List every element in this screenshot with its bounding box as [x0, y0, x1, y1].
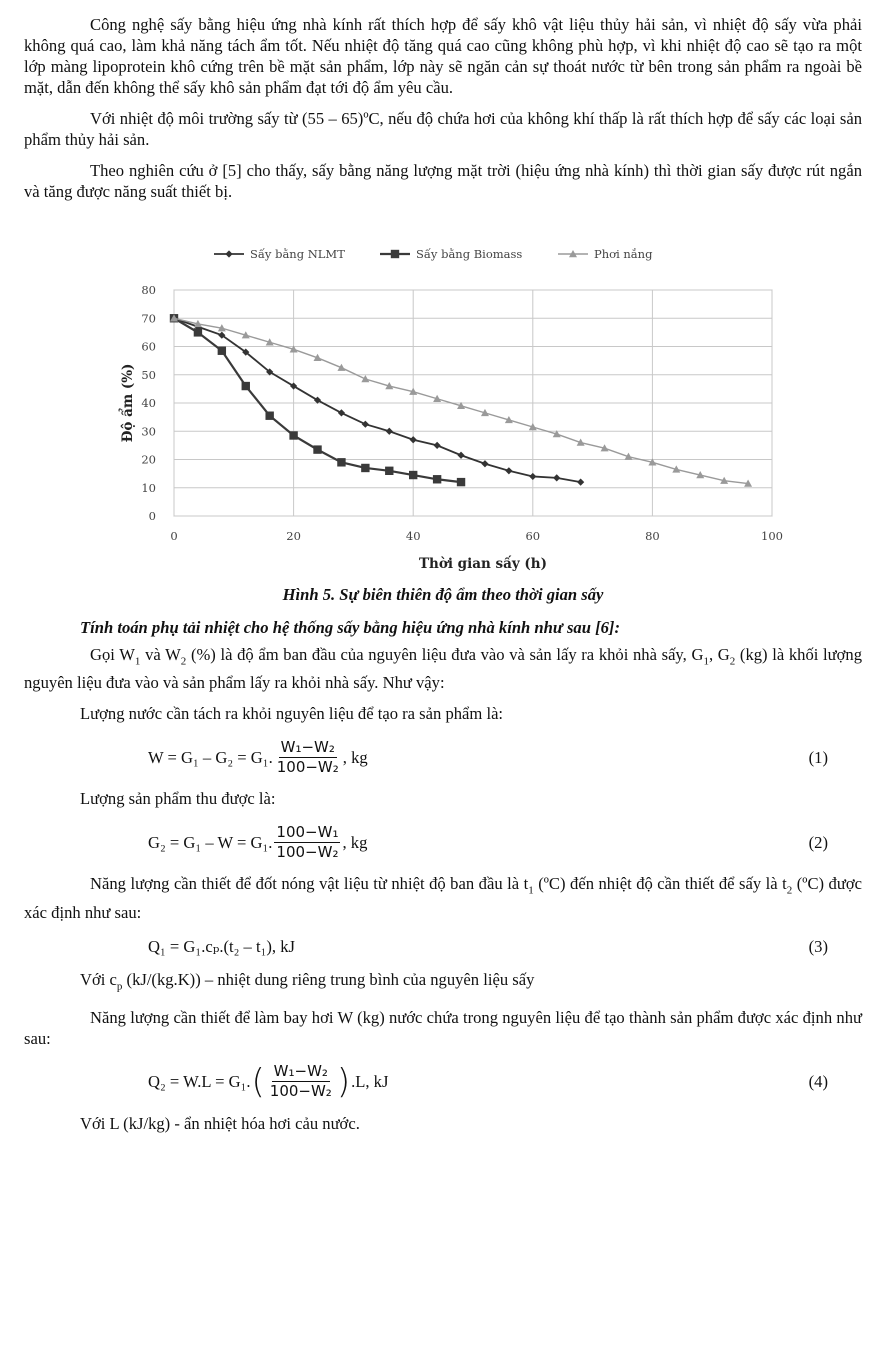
point-square	[265, 412, 273, 420]
point-square	[313, 445, 321, 453]
paragraph-3: Theo nghiên cứu ở [5] cho thấy, sấy bằng năng lượng mặt trời (hiệu ứng nhà kính) thì thời gian sấy được rút ngắn và tăng được năng suất thiết bị.	[24, 161, 862, 201]
point-square	[391, 250, 399, 258]
y-tick-label: 10	[141, 480, 156, 495]
document-page	[24, 14, 862, 1144]
y-axis-label: Độ ẩm (%)	[120, 363, 136, 443]
legend-entry: Phơi nắng	[594, 247, 653, 261]
equation-1: W = G₁ – G₂ = G₁. $\frac{\text{W₁−W₂}}{\text{100−W₂}}$ , kg (1)	[24, 734, 862, 780]
y-tick-label: 70	[141, 311, 156, 326]
figure-5	[24, 224, 862, 584]
moisture-chart	[24, 224, 862, 584]
y-tick-label: 80	[141, 283, 156, 297]
y-tick-label: 60	[141, 339, 156, 354]
equation-4-fraction: $\frac{\text{W₁−W₂}}{\text{100−W₂}}$	[269, 1062, 332, 1101]
y-tick-label: 30	[141, 424, 156, 439]
point-square	[218, 347, 226, 355]
point-square	[337, 458, 345, 466]
x-tick-label: 40	[405, 529, 421, 543]
y-tick-label: 40	[141, 396, 156, 410]
specific-heat-note: Với $c_p$ (kJ/(kg.K)) – nhiệt dung riêng trung bình của nguyên liệu sấy	[80, 969, 535, 992]
x-axis-label: Thời gian sấy (h)	[418, 556, 548, 572]
evaporation-energy-text: Năng lượng cần thiết để làm bay hơi W (kg) nước chứa trong nguyên liệu để tạo thành sản phẩm được xác định như sau:	[24, 1007, 862, 1048]
legend-entry: Sấy bằng Biomass	[416, 247, 523, 261]
equation-3-body: Q₁ = G₁.cₚ.(t₂ – t₁), kJ	[148, 937, 295, 957]
equation-1-lhs: W = G₁ – G₂ = G₁.	[148, 747, 273, 767]
paragraph-1: Công nghệ sấy bằng hiệu ứng nhà kính rất thích hợp để sấy khô vật liệu thủy hải sản, vì nhiệt độ sấy vừa phải không quá cao, làm khả năng tách ẩm tốt. Nếu nhiệt độ tăng quá cao cũng không phù hợp, vì khi nhiệt độ cao sẽ tạo ra một lớp màng lipoprotein khô cứng trên bề mặt sản phẩm, lớp này sẽ ngăn cản sự thoát nước từ bên trong sản phẩm ra ngoài bề mặt, dẫn đến không thể sấy khô sản phẩm đạt tới độ ẩm yêu cầu.	[24, 15, 862, 97]
equation-1-number: (1)	[808, 747, 828, 767]
equation-4: Q₂ = W.L = G₁. ( $\frac{\text{W₁−W₂}}{\text{100−W₂}}$ ) .L, kJ (4)	[24, 1059, 862, 1105]
y-tick-label: 0	[148, 509, 156, 523]
product-amount-text: Lượng sản phẩm thu được là:	[80, 789, 276, 809]
point-square	[409, 471, 417, 479]
section-heading: Tính toán phụ tải nhiệt cho hệ thống sấy bằng hiệu ứng nhà kính như sau [6]:	[80, 618, 620, 637]
y-tick-label: 20	[141, 452, 156, 467]
equation-4-number: (4)	[808, 1072, 828, 1092]
point-diamond	[225, 250, 232, 257]
x-tick-label: 100	[761, 529, 783, 543]
point-square	[194, 328, 202, 336]
point-square	[433, 475, 441, 483]
equation-2-fraction: $\frac{\text{100−W₁}}{\text{100−W₂}}$	[276, 822, 339, 861]
point-square	[457, 478, 465, 486]
paragraph-2: Với nhiệt độ môi trường sấy từ (55 – 65)ºC, nếu độ chứa hơi của không khí thấp là rất thích hợp để sấy các loại sản phẩm thủy hải sản.	[24, 109, 862, 149]
latent-heat-note: Với L (kJ/kg) - ẩn nhiệt hóa hơi cảu nước.	[80, 1113, 360, 1133]
heating-energy-text: Năng lượng cần thiết để đốt nóng vật liệu từ nhiệt độ ban đầu là $t_1$ (ºC) đến nhiệt độ cần thiết để sấy là $t_2$ (ºC) được xác định như sau:	[24, 874, 862, 922]
figure-caption: Hình 5. Sự biên thiên độ ẩm theo thời gian sấy	[282, 585, 604, 604]
equation-3-number: (3)	[808, 937, 828, 957]
point-square	[361, 464, 369, 472]
x-tick-label: 80	[645, 529, 660, 543]
equation-2-lhs: G₂ = G₁ – W = G₁.	[148, 832, 273, 852]
x-tick-label: 60	[525, 529, 541, 543]
water-removal-text: Lượng nước cần tách ra khỏi nguyên liệu để tạo ra sản phẩm là:	[80, 704, 504, 724]
point-square	[289, 431, 297, 439]
intro-paragraph: Gọi $W_1$ và $W_2$ (%) là độ ẩm ban đầu của nguyên liệu đưa vào và sản lấy ra khỏi nhà sấy, $G_1$, $G_2$ (kg) là khối lượng nguyên liệu đưa vào và sản phẩm lấy ra khỏi nhà sấy. Như vậy:	[24, 645, 862, 693]
x-tick-label: 20	[286, 529, 301, 543]
legend-entry: Sấy bằng NLMT	[250, 247, 345, 261]
equation-2-number: (2)	[808, 832, 828, 852]
equation-1-fraction: $\frac{\text{W₁−W₂}}{\text{100−W₂}}$	[276, 737, 339, 776]
point-square	[385, 467, 393, 475]
x-tick-label: 0	[170, 529, 178, 543]
y-tick-label: 50	[141, 367, 156, 382]
equation-2: G₂ = G₁ – W = G₁. $\frac{\text{100−W₁}}{\text{100−W₂}}$ , kg (2)	[24, 819, 862, 865]
equation-4-lhs: Q₂ = W.L = G₁.	[148, 1072, 251, 1092]
point-square	[242, 382, 250, 390]
equation-3	[24, 933, 862, 961]
